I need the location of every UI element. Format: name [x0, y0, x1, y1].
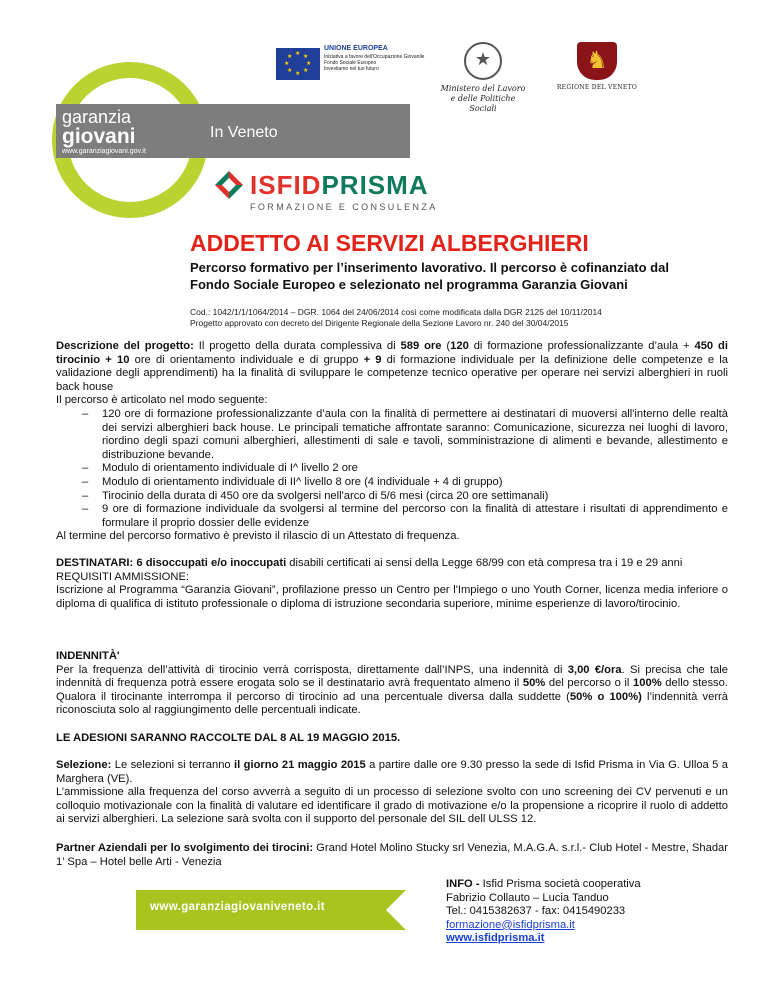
percent-100: 100% — [633, 677, 662, 690]
eu-line: Investiamo nel tuo futuro — [324, 66, 379, 72]
logo-line1: garanzia — [62, 107, 132, 127]
banner-url: www.garanziagiovaniveneto.it — [150, 901, 326, 913]
eu-line: Iniziativa a favore dell'Occupazione Giovanile — [324, 54, 425, 60]
text-span: dello stesso. Qualora il tirocinante interrompa il percorso di tirocinio ad una percentuale diversa dalla suddette ( — [56, 677, 728, 703]
eu-text — [324, 44, 424, 72]
page-title: ADDETTO AI SERVIZI ALBERGHIERI — [190, 230, 589, 256]
info-org: Isfid Prisma società cooperativa — [479, 878, 641, 890]
selezione-section — [56, 759, 728, 827]
isfid-word: ISFID — [250, 170, 322, 200]
description-closing: Al termine del percorso formativo è previsto il rilascio di un Attestato di frequenza. — [56, 530, 460, 543]
regione-label: REGIONE DEL VENETO — [556, 84, 638, 91]
eu-title: UNIONE EUROPEA — [324, 45, 388, 52]
isfid-prisma-name — [250, 170, 429, 200]
eu-logo — [276, 44, 426, 84]
garanzia-giovani-logo — [62, 108, 206, 157]
info-label: INFO - — [446, 878, 480, 890]
email-link[interactable]: formazione@isfidprisma.it — [446, 918, 575, 931]
destinatari-section — [56, 557, 728, 611]
text-span: Il progetto della durata complessiva di — [193, 340, 401, 352]
text-span: ( — [441, 340, 451, 352]
info-heading — [446, 878, 746, 892]
hours-120: 120 — [450, 340, 469, 352]
percent-50: 50% — [522, 677, 546, 690]
logo-url: www.garanziagiovani.gov.it — [62, 148, 146, 155]
partner-label: Partner Aziendali per lo svolgimento dei tirocini: — [56, 842, 314, 854]
info-phone: Tel.: 0415382637 - fax: 0415490233 — [446, 905, 626, 918]
list-item: – Modulo di orientamento individuale di II^ livello 8 ore (4 individuale + 4 di gruppo) — [56, 476, 728, 490]
requisiti-text: Iscrizione al Programma “Garanzia Giovani”, profilazione presso un Centro per l'Impiego o uno Youth Corner, licenza media inferiore o diploma di qualifica di istituto professionale o diploma di istruzione secondaria superiore, minime esperienze di lavoro/tirocinio. — [56, 584, 728, 610]
regione-logo — [556, 42, 638, 106]
hours-total: 589 ore — [400, 340, 442, 352]
destinatari-paragraph — [56, 557, 728, 571]
amount: 3,00 €/ora — [567, 663, 622, 676]
indennita-paragraph — [56, 664, 728, 718]
text-span: l’indennità verrà riconosciuta solo al raggiungimento delle percentuali indicate. — [56, 690, 729, 717]
partner-section — [56, 842, 728, 869]
text-span: . Si precisa che tale indennità di frequenza potrà essere erogata solo se il destinatario avrà frequentato almeno il — [56, 663, 728, 690]
eu-line: Fondo Sociale Europeo — [324, 60, 377, 66]
list-item: – 9 ore di formazione individuale da svolgersi al termine del percorso con la finalità di attestare i risultati di apprendimento e formulare il proprio dossier delle evidenze — [56, 503, 728, 530]
description-intro: Il percorso è articolato nel modo seguente: — [56, 394, 268, 407]
text-span: a partire dalle ore 9.30 presso la sede di Isfid Prisma in Via G. Ulloa 5 a Marghera (VE). — [56, 759, 729, 785]
text-span: Le selezioni si terranno — [111, 759, 235, 771]
percent-both: 50% o 100%) — [569, 690, 642, 703]
list-item: – 120 ore di formazione professionalizzante d’aula con la finalità di permettere ai destinatari di muoversi all'interno delle realtà dei servizi alberghieri back house. Le principali tematiche affrontate saranno: Comunicazione, sicurezza nei luoghi di lavoro, riordino degli spazi comuni alberghieri, allestimenti di sale e tavoli, somministrazione di alimenti e bevande, allestimento e distribuzione bevande. — [56, 408, 728, 462]
adesioni-notice — [56, 732, 728, 746]
isfid-prisma-mark-icon — [214, 170, 244, 200]
indennita-heading: INDENNITÀ' — [56, 650, 120, 662]
page-subtitle: Percorso formativo per l’inserimento lavorativo. Il percorso è cofinanziato dal Fondo Sociale Europeo e selezionato nel programma Garanzia Giovani — [190, 260, 669, 292]
isfid-prisma-tagline: FORMAZIONE E CONSULENZA — [250, 202, 438, 212]
text-span: del percorso o il — [545, 677, 634, 690]
website-link[interactable]: www.isfidprisma.it — [446, 932, 545, 945]
approval-line: Progetto approvato con decreto del Dirigente Regionale della Sezione Lavoro nr. 240 del 30/04/2015 — [190, 318, 569, 328]
ministero-logo — [438, 42, 528, 113]
destinatari-label: DESTINATARI: 6 disoccupati e/o inoccupati — [56, 557, 287, 569]
in-veneto-label: In Veneto — [210, 124, 278, 141]
description-section — [56, 340, 728, 544]
text-span: ore di orientamento individuale e di gruppo — [129, 353, 364, 366]
italian-emblem-icon — [464, 42, 502, 80]
cod-line: Cod.: 1042/1/1/1064/2014 – DGR. 1064 del 24/06/2014 così come modificata dalla DGR 2125 del 10/11/2014 — [190, 307, 602, 317]
venetian-lion-icon — [577, 42, 617, 80]
description-label: Descrizione del progetto: — [56, 340, 194, 352]
list-item: – Modulo di orientamento individuale di I^ livello 2 ore — [56, 462, 728, 476]
info-contacts: Fabrizio Collauto – Lucia Tanduo — [446, 891, 609, 904]
text-span: Per la frequenza dell’attività di tirocinio verrà corrisposta, direttamente dall’INPS, una indennità di — [56, 663, 568, 676]
ministero-line2: e delle Politiche Sociali — [450, 94, 516, 113]
eu-flag-icon: ★ ★ ★ ★ ★ ★ ★ ★ — [276, 48, 320, 80]
project-code — [190, 307, 730, 329]
description-paragraph — [56, 340, 728, 394]
ministero-text — [438, 84, 528, 114]
ministero-line1: Ministero del Lavoro — [440, 84, 526, 93]
selezione-label: Selezione: — [56, 759, 112, 771]
indennita-label — [56, 650, 728, 664]
selezione-details: L’ammissione alla frequenza del corso avverrà a seguito di un processo di selezione svolto con uno screening dei CV pervenuti e un colloquio motivazionale con la finalità di valutare ed identificare il grado di motivazione e/o la propensione a ricoprire il ruolo di addetto ai servizi alberghieri. La selezione sarà svolta con il supporto del personale del SIL dell ULSS 12. — [56, 786, 728, 826]
prisma-word: PRISMA — [321, 170, 429, 200]
selezione-date: il giorno 21 maggio 2015 — [234, 759, 366, 771]
selezione-paragraph — [56, 759, 728, 786]
hours-9: + 9 — [363, 353, 382, 366]
logo-line2: giovani — [62, 125, 136, 148]
text-span: di formazione professionalizzante d’aula + — [468, 340, 695, 352]
text-span: disabili certificati ai sensi della Legge 68/99 con età compresa tra i 19 e 29 anni — [286, 557, 683, 569]
indennita-section — [56, 650, 728, 718]
hours-450: 450 di tirocinio + 10 — [56, 340, 728, 366]
requisiti-label: REQUISITI AMMISSIONE: — [56, 570, 190, 583]
info-box — [446, 878, 746, 946]
text-span: di formazione individuale per la definizione delle competenze e la validazione degli apprendimenti) ha la finalità di sviluppare le competenze tecnico operative per operare nei servizi alberghieri in ruoli back house — [56, 353, 728, 393]
adesioni-text: LE ADESIONI SARANNO RACCOLTE DAL 8 AL 19 MAGGIO 2015. — [56, 732, 401, 744]
list-item: – Tirocinio della durata di 450 ore da svolgersi nell'arco di 5/6 mesi (circa 20 ore settimanali) — [56, 490, 728, 504]
partner-text: Grand Hotel Molino Stucky srl Venezia, M.A.G.A. s.r.l.- Club Hotel - Mestre, Shadar 1’ Spa – Hotel belle Arti - Venezia — [56, 842, 728, 868]
